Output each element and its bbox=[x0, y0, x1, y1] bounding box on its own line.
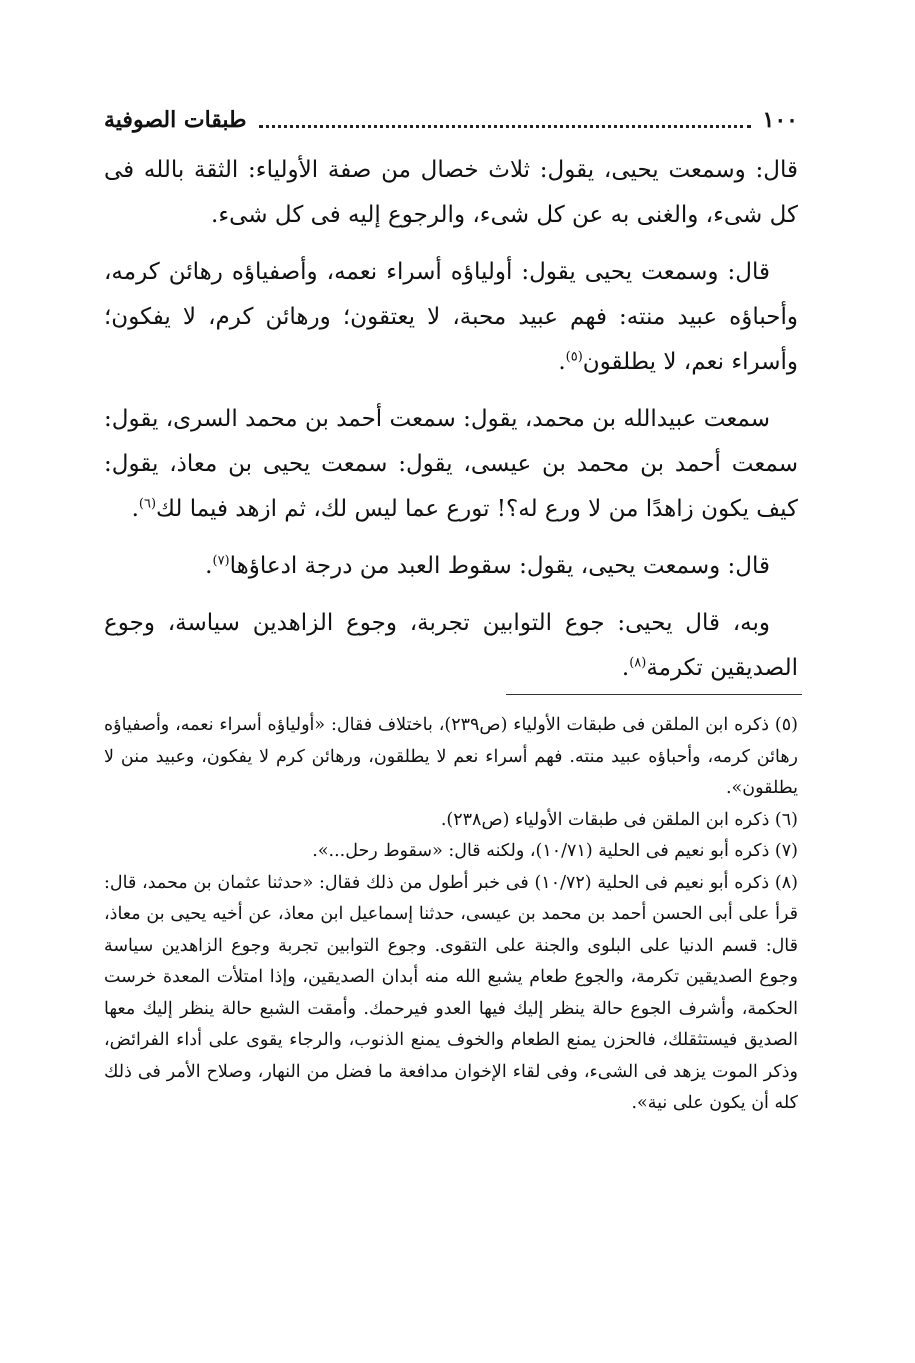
footnote-separator bbox=[506, 694, 802, 695]
book-title: طبقات الصوفية bbox=[104, 107, 247, 133]
paragraph-4: قال: وسمعت يحيى، يقول: سقوط العبد من درجة ادعاؤها$^{(٧)}$. bbox=[205, 553, 770, 579]
paragraph-5: وبه، قال يحيى: جوع التوابين تجربة، وجوع الزاهدين سياسة، وجوع الصديقين تكرمة$^{(٨)}$. bbox=[104, 610, 798, 681]
footnote-marker-7: (٧) bbox=[212, 553, 230, 569]
footnote-marker-6: (٦) bbox=[138, 496, 157, 512]
footnote-marker-5: (٥) bbox=[565, 349, 583, 365]
footnote-marker-8: (٨) bbox=[629, 655, 647, 671]
footnotes bbox=[104, 710, 798, 1120]
paragraph-1: قال: وسمعت يحيى، يقول: ثلاث خصال من صفة الأولياء: الثقة بالله فى كل شىء، والغنى به عن كل شىء، والرجوع إليه فى كل شىء. bbox=[104, 157, 798, 228]
footnote-8: (٨) ذكره أبو نعيم فى الحلية (١٠/٧٢) فى خبر أطول من ذلك فقال: «حدثنا عثمان بن محمد، قال: قرأ على أبى الحسن أحمد بن محمد بن عيسى، حدثنا إسماعيل ابن معاذ، عن أخيه يحيى بن معاذ، قال: قسم الدنيا على البلوى والجنة على التقوى. وجوع التوابين تجربة وجوع الزاهدين سياسة وجوع الصديقين تكرمة، والجوع طعام يشبع الله منه أبدان الصديقين، وإذا امتلأت المعدة خرست الحكمة، وأشرف الجوع حالة ينظر إليك فيها العدو فيرحمك. وأمقت الشبع حالة ينظر إليك معها الصديق فيستثقلك، فالحزن يمنع الطعام والخوف يمنع الذنوب، والرجاء يقوى على أداء الفرائض، وذكر الموت يزهد فى الشىء، وفى لقاء الإخوان مدافعة ما فضل من النهار، وصلاح الأمر فى ذلك كله أن يكون على نية». bbox=[104, 872, 798, 1113]
main-text bbox=[104, 148, 798, 703]
paragraph-2: قال: وسمعت يحيى يقول: أولياؤه أسراء نعمه، وأصفياؤه رهائن كرمه، وأحباؤه عبيد منته: فهم عبيد محبة، لا يعتقون؛ ورهائن كرم، لا يفكون؛ وأسراء نعم، لا يطلقون$^{(٥)}$. bbox=[104, 259, 798, 375]
footnote-7: (٧) ذكره أبو نعيم فى الحلية (١٠/٧١)، ولكنه قال: «سقوط رحل...». bbox=[312, 841, 798, 861]
dotted-leader bbox=[259, 125, 751, 128]
page-number: ١٠٠ bbox=[762, 107, 798, 133]
footnote-6: (٦) ذكره ابن الملقن فى طبقات الأولياء (ص٢٣٨). bbox=[440, 809, 798, 830]
paragraph-3: سمعت عبيدالله بن محمد، يقول: سمعت أحمد بن محمد السرى، يقول: سمعت أحمد بن محمد بن عيسى، يقول: سمعت يحيى بن معاذ، يقول: كيف يكون زاهدًا من لا ورع له؟! تورع عما ليس لك، ثم ازهد فيما لك$^{(٦)}$. bbox=[104, 406, 798, 522]
running-header bbox=[104, 100, 798, 140]
footnote-5: (٥) ذكره ابن الملقن فى طبقات الأولياء (ص٢٣٩)، باختلاف فقال: «أولياؤه أسراء نعمه، وأصفياؤه رهائن كرمه، وأحباؤه عبيد منته. فهم أسراء نعم لا يطلقون، ورهائن كرم لا يفكون، وعبيد منن لا يطلقون». bbox=[104, 715, 798, 798]
